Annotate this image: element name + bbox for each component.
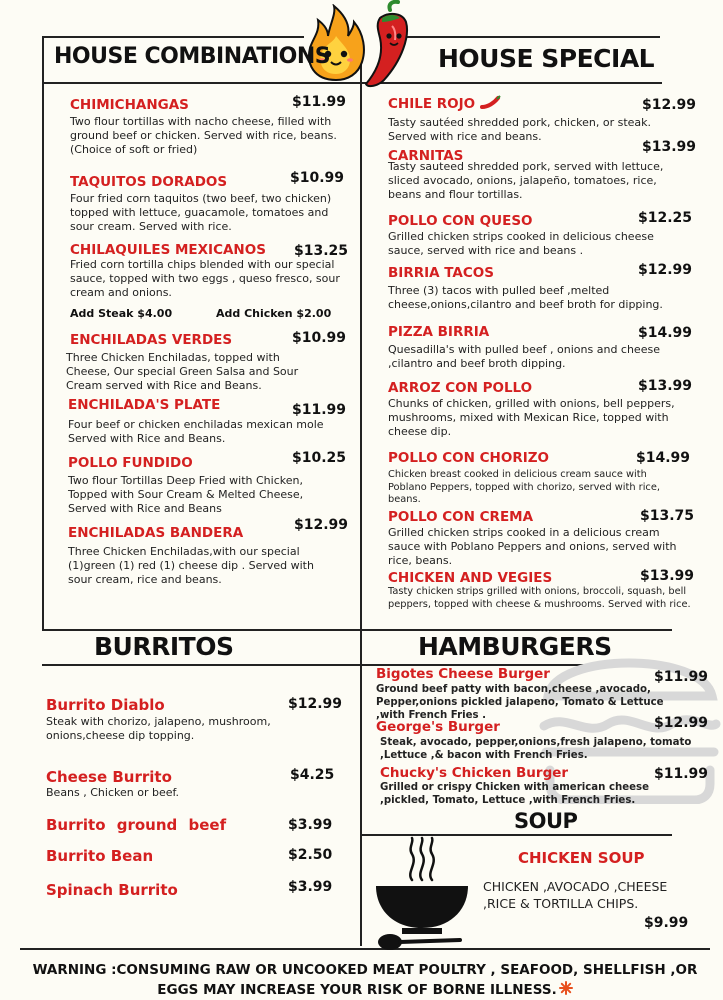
combo-item-name: CHILAQUILES MEXICANOS — [70, 242, 266, 258]
combo-item-desc: Two flour tortillas with nacho cheese, filled with ground beef or chicken. Served with rice, beans. (Choice of soft or fried) — [70, 115, 337, 156]
combo-item-price: $11.99 — [292, 402, 347, 418]
special-item-name: POLLO CON CREMA — [388, 509, 534, 525]
special-item-price: $13.99 — [638, 378, 693, 394]
soup-item-price: $9.99 — [644, 915, 689, 931]
hamburger-item-desc: Ground beef patty with bacon,cheese ,avocado, Pepper,onions pickled jalapeno, Tomato & Lettuce ,with French Fries . — [376, 684, 664, 721]
burrito-item-name: Cheese Burrito — [46, 768, 172, 786]
special-item-price: $12.99 — [642, 97, 697, 113]
burrito-item-name: Burrito Bean — [46, 847, 154, 865]
special-item-desc: Chicken breast cooked in delicious cream sauce with Poblano Peppers, topped with chorizo, served with rice, beans. — [388, 469, 660, 505]
mid-rule — [42, 629, 362, 631]
burrito-item-price: $12.99 — [288, 696, 343, 712]
burrito-item-name: Burrito ground beef — [46, 816, 227, 834]
special-item-price: $13.75 — [640, 508, 695, 524]
combo-item-name: ENCHILADAS VERDES — [70, 332, 233, 348]
special-item-desc: Quesadilla's with pulled beef , onions and cheese ,cilantro and beef broth dipping. — [388, 343, 660, 370]
add-chicken-note: Add Chicken $2.00 — [216, 307, 332, 320]
combo-item-desc: Three Chicken Enchiladas, topped with Cheese, Our special Green Salsa and Sour Cream served with Rice and Beans. — [66, 351, 299, 392]
special-item-price: $14.99 — [636, 450, 691, 466]
burrito-item-name: Spinach Burrito — [46, 881, 178, 899]
top-rule — [42, 36, 304, 38]
combo-item-name: TAQUITOS DORADOS — [70, 174, 228, 190]
special-item-desc: Three (3) tacos with pulled beef ,melted cheese,onions,cilantro and beef broth for dipping. — [388, 284, 663, 311]
special-item-price: $13.99 — [642, 139, 697, 155]
section-title-hamburgers: HAMBURGERS — [418, 632, 612, 661]
combo-item-price: $12.99 — [294, 517, 349, 533]
chili-pepper-mascot-icon — [362, 0, 416, 90]
special-item-desc: Chunks of chicken, grilled with onions, bell peppers, mushrooms, mixed with Mexican Rice, topped with cheese dip. — [388, 397, 675, 438]
hamburger-item-name: Chucky's Chicken Burger — [380, 765, 569, 781]
special-item-name: CHILE ROJO — [388, 96, 476, 112]
add-steak-note: Add Steak $4.00 — [70, 307, 173, 320]
special-item-name: BIRRIA TACOS — [388, 265, 494, 281]
combo-item-price: $10.25 — [292, 450, 347, 466]
combo-item-price: $10.99 — [292, 330, 347, 346]
hamburger-item-price: $11.99 — [654, 766, 709, 782]
special-item-desc: Grilled chicken strips cooked in delicious cheese sauce, served with rice and beans . — [388, 230, 654, 257]
burrito-item-price: $2.50 — [288, 847, 333, 863]
combo-item-name: CHIMICHANGAS — [70, 97, 189, 113]
burrito-item-price: $3.99 — [288, 879, 333, 895]
chili-pepper-icon — [480, 95, 502, 109]
soup-item-desc: CHICKEN ,AVOCADO ,CHEESE ,RICE & TORTILLA CHIPS. — [483, 879, 668, 911]
soup-item-name: CHICKEN SOUP — [518, 849, 645, 867]
hamburger-item-name: Bigotes Cheese Burger — [376, 666, 550, 682]
combo-item-name: ENCHILADA'S PLATE — [68, 397, 221, 413]
combo-item-desc: Fried corn tortilla chips blended with our special sauce, topped with two eggs , queso fresco, sour cream and onions. — [70, 258, 340, 299]
burrito-item-desc: Beans , Chicken or beef. — [46, 786, 180, 799]
burrito-item-price: $3.99 — [288, 817, 333, 833]
bottom-rule — [20, 948, 710, 950]
special-item-desc: Tasty chicken strips grilled with onions, broccoli, squash, bell peppers, topped with cheese & mushrooms. Served with rice. — [388, 586, 691, 610]
top-rule-right — [405, 36, 660, 38]
combo-item-desc: Three Chicken Enchiladas,with our special (1)green (1) red (1) cheese dip . Served with sour cream, rice and beans. — [68, 545, 314, 586]
special-item-name: POLLO CON CHORIZO — [388, 450, 550, 466]
health-warning — [20, 960, 710, 1000]
special-item-price: $14.99 — [638, 325, 693, 341]
hamburger-item-desc: Steak, avocado, pepper,onions,fresh jalapeno, tomato ,Lettuce ,& bacon with French Fries. — [380, 737, 692, 761]
section-title-soup: SOUP — [514, 809, 578, 833]
section-title-special: HOUSE SPECIAL — [438, 44, 655, 73]
special-item-desc: Tasty sauteed shredded pork, served with lettuce, sliced avocado, onions, jalapeño, tomatoes, rice, beans and flour tortillas. — [388, 160, 664, 201]
section-title-burritos: BURRITOS — [94, 632, 234, 661]
special-item-name: ARROZ CON POLLO — [388, 380, 533, 396]
hamburger-item-price: $12.99 — [654, 715, 709, 731]
special-item-name: POLLO CON QUESO — [388, 213, 533, 229]
column-divider — [360, 36, 362, 946]
special-item-name: CARNITAS — [388, 148, 464, 164]
special-item-price: $13.99 — [640, 568, 695, 584]
special-item-desc: Grilled chicken strips cooked in a delicious cream sauce with Poblano Peppers and onions, served with rice, beans. — [388, 526, 677, 567]
special-item-price: $12.99 — [638, 262, 693, 278]
left-edge — [42, 36, 44, 630]
special-item-desc: Tasty sautéed shredded pork, chicken, or steak. Served with rice and beans. — [388, 116, 652, 143]
burrito-underline — [42, 664, 362, 666]
hamburger-item-price: $11.99 — [654, 669, 709, 685]
combo-item-price: $11.99 — [292, 94, 347, 110]
combo-item-name: POLLO FUNDIDO — [68, 455, 193, 471]
combo-underline — [42, 82, 360, 84]
burrito-item-desc: Steak with chorizo, jalapeno, mushroom, onions,cheese dip topping. — [46, 715, 271, 742]
combo-item-name: ENCHILADAS BANDERA — [68, 525, 244, 541]
combo-item-price: $10.99 — [290, 170, 345, 186]
spoon-icon — [376, 930, 462, 954]
burrito-item-name: Burrito Diablo — [46, 696, 165, 714]
section-title-combinations: HOUSE COMBINATIONS — [54, 44, 331, 69]
sparkle-icon — [559, 981, 573, 995]
special-item-name: PIZZA BIRRIA — [388, 324, 490, 340]
combo-item-desc: Four beef or chicken enchiladas mexican mole Served with Rice and Beans. — [68, 418, 324, 445]
warning-text: WARNING :CONSUMING RAW OR UNCOOKED MEAT POULTRY , SEAFOOD, SHELLFISH ,OR EGGS MAY INCREASE YOUR RISK OF BORNE ILLNESS. — [32, 962, 698, 998]
combo-item-desc: Two flour Tortillas Deep Fried with Chicken, Topped with Sour Cream & Melted Cheese, Served with Rice and Beans — [68, 474, 304, 515]
hamburger-item-desc: Grilled or crispy Chicken with american cheese ,pickled, Tomato, Lettuce ,with French Fries. — [380, 782, 650, 806]
special-item-name: CHICKEN AND VEGIES — [388, 570, 553, 586]
special-item-price: $12.25 — [638, 210, 693, 226]
mid-rule-right — [362, 629, 672, 631]
hamburger-item-name: George's Burger — [376, 719, 500, 735]
combo-item-price: $13.25 — [294, 243, 349, 259]
burrito-item-price: $4.25 — [290, 767, 335, 783]
combo-item-desc: Four fried corn taquitos (two beef, two chicken) topped with lettuce, guacamole, tomatoes and sour cream. Served with rice. — [70, 192, 332, 233]
